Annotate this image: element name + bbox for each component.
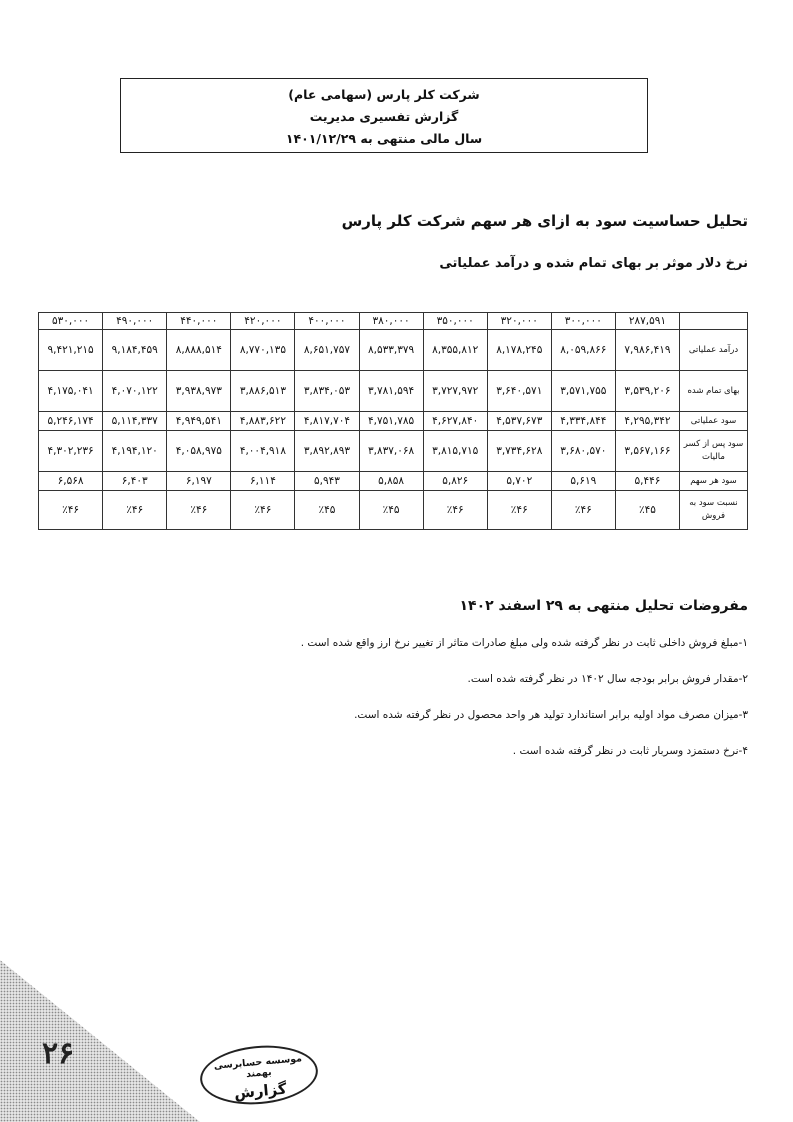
value-cell: ۴,۸۸۳,۶۲۲	[231, 412, 295, 431]
table-row	[39, 371, 748, 412]
stamp-line2: گزارش	[233, 1079, 288, 1103]
rate-header-cell: ۴۲۰,۰۰۰	[231, 313, 295, 330]
value-cell: ٪۴۶	[231, 491, 295, 530]
rate-header-cell: ۴۹۰,۰۰۰	[103, 313, 167, 330]
value-cell: ۸,۰۵۹,۸۶۶	[551, 330, 615, 371]
auditor-stamp	[198, 1041, 321, 1109]
value-cell: ۳,۸۱۵,۷۱۵	[423, 431, 487, 472]
sensitivity-table	[38, 312, 748, 530]
value-cell: ۶,۴۰۳	[103, 472, 167, 491]
value-cell: ۸,۸۸۸,۵۱۴	[167, 330, 231, 371]
value-cell: ۴,۱۹۴,۱۲۰	[103, 431, 167, 472]
value-cell: ٪۴۵	[615, 491, 679, 530]
value-cell: ٪۴۶	[39, 491, 103, 530]
row-label-cell: سود هر سهم	[680, 472, 748, 491]
value-cell: ۵,۲۴۶,۱۷۴	[39, 412, 103, 431]
section-subtitle: نرخ دلار موثر بر بهای تمام شده و درآمد عملیاتی	[439, 256, 748, 271]
table-row	[39, 472, 748, 491]
value-cell: ۴,۶۲۷,۸۴۰	[423, 412, 487, 431]
rate-header-cell: ۳۲۰,۰۰۰	[487, 313, 551, 330]
report-period: سال مالی منتهی به ۱۴۰۱/۱۲/۲۹	[285, 131, 483, 146]
value-cell: ۸,۷۷۰,۱۳۵	[231, 330, 295, 371]
table-row	[39, 412, 748, 431]
assumptions-title: مفروضات تحلیل منتهی به ۲۹ اسفند ۱۴۰۲	[459, 598, 748, 614]
value-cell: ۸,۱۷۸,۲۴۵	[487, 330, 551, 371]
row-label-cell: بهای تمام شده	[680, 371, 748, 412]
page-number: ۲۶	[42, 1036, 75, 1071]
value-cell: ۳,۸۳۴,۰۵۳	[295, 371, 359, 412]
value-cell: ۵,۷۰۲	[487, 472, 551, 491]
value-cell: ۳,۹۳۸,۹۷۳	[167, 371, 231, 412]
value-cell: ۵,۸۵۸	[359, 472, 423, 491]
scan-shadow	[0, 960, 200, 1122]
value-cell: ۵,۶۱۹	[551, 472, 615, 491]
sensitivity-table-body	[39, 313, 748, 530]
value-cell: ۷,۹۸۶,۴۱۹	[615, 330, 679, 371]
rate-header-cell: ۲۸۷,۵۹۱	[615, 313, 679, 330]
value-cell: ۳,۶۴۰,۵۷۱	[487, 371, 551, 412]
row-label-cell: سود پس از کسر مالیات	[680, 431, 748, 472]
value-cell: ۹,۴۲۱,۲۱۵	[39, 330, 103, 371]
value-cell: ۸,۶۵۱,۷۵۷	[295, 330, 359, 371]
value-cell: ٪۴۵	[359, 491, 423, 530]
table-row	[39, 431, 748, 472]
value-cell: ۴,۳۰۲,۲۳۶	[39, 431, 103, 472]
value-cell: ٪۴۶	[423, 491, 487, 530]
assumption-item: ۴-نرخ دستمزد وسربار ثابت در نظر گرفته شده است .	[512, 745, 748, 757]
table-row	[39, 330, 748, 371]
rate-header-cell: ۴۰۰,۰۰۰	[295, 313, 359, 330]
report-title: گزارش تفسیری مدیریت	[309, 109, 459, 124]
value-cell: ۸,۳۵۵,۸۱۲	[423, 330, 487, 371]
value-cell: ۳,۵۶۷,۱۶۶	[615, 431, 679, 472]
value-cell: ۴,۱۷۵,۰۴۱	[39, 371, 103, 412]
report-header	[120, 78, 648, 153]
value-cell: ۳,۸۳۷,۰۶۸	[359, 431, 423, 472]
value-cell: ۳,۷۳۴,۶۲۸	[487, 431, 551, 472]
assumptions-list	[48, 634, 748, 778]
row-label-cell: سود عملیاتی	[680, 412, 748, 431]
value-cell: ۵,۸۲۶	[423, 472, 487, 491]
rate-header-cell: ۳۸۰,۰۰۰	[359, 313, 423, 330]
value-cell: ٪۴۵	[295, 491, 359, 530]
value-cell: ۶,۱۱۴	[231, 472, 295, 491]
value-cell: ۴,۲۹۵,۳۴۲	[615, 412, 679, 431]
value-cell: ۳,۵۳۹,۲۰۶	[615, 371, 679, 412]
value-cell: ۹,۱۸۴,۴۵۹	[103, 330, 167, 371]
value-cell: ٪۴۶	[551, 491, 615, 530]
value-cell: ۳,۶۸۰,۵۷۰	[551, 431, 615, 472]
value-cell: ۴,۰۵۸,۹۷۵	[167, 431, 231, 472]
assumption-item: ۲-مقدار فروش برابر بودجه سال ۱۴۰۲ در نظر گرفته شده است.	[467, 673, 748, 685]
value-cell: ٪۴۶	[103, 491, 167, 530]
header-corner-cell	[680, 313, 748, 330]
value-cell: ۴,۰۷۰,۱۲۲	[103, 371, 167, 412]
value-cell: ۴,۵۳۷,۶۷۳	[487, 412, 551, 431]
value-cell: ۴,۸۱۷,۷۰۴	[295, 412, 359, 431]
value-cell: ٪۴۶	[167, 491, 231, 530]
value-cell: ۴,۰۰۴,۹۱۸	[231, 431, 295, 472]
value-cell: ۵,۱۱۴,۳۳۷	[103, 412, 167, 431]
stamp-line1: موسسه حسابرسی بهمند	[213, 1053, 303, 1081]
value-cell: ٪۴۶	[487, 491, 551, 530]
assumption-item: ۳-میزان مصرف مواد اولیه برابر استاندارد تولید هر واحد محصول در نظر گرفته شده است.	[354, 709, 748, 721]
section-title: تحلیل حساسیت سود به ازای هر سهم شرکت کلر پارس	[341, 212, 748, 230]
value-cell: ۳,۷۸۱,۵۹۴	[359, 371, 423, 412]
value-cell: ۴,۹۴۹,۵۴۱	[167, 412, 231, 431]
value-cell: ۸,۵۳۳,۳۷۹	[359, 330, 423, 371]
company-name: شرکت کلر پارس (سهامی عام)	[288, 87, 480, 102]
table-row	[39, 491, 748, 530]
table-header-row	[39, 313, 748, 330]
row-label-cell: نسبت سود به فروش	[680, 491, 748, 530]
value-cell: ۵,۹۴۳	[295, 472, 359, 491]
rate-header-cell: ۳۵۰,۰۰۰	[423, 313, 487, 330]
value-cell: ۵,۴۴۶	[615, 472, 679, 491]
value-cell: ۳,۷۲۷,۹۷۲	[423, 371, 487, 412]
value-cell: ۶,۱۹۷	[167, 472, 231, 491]
value-cell: ۳,۵۷۱,۷۵۵	[551, 371, 615, 412]
assumption-item: ۱-مبلغ فروش داخلی ثابت در نظر گرفته شده ولی مبلغ صادرات متاثر از تغییر نرخ ارز واقع شده است .	[300, 637, 748, 649]
value-cell: ۶,۵۶۸	[39, 472, 103, 491]
rate-header-cell: ۵۳۰,۰۰۰	[39, 313, 103, 330]
value-cell: ۳,۸۹۲,۸۹۳	[295, 431, 359, 472]
rate-header-cell: ۴۴۰,۰۰۰	[167, 313, 231, 330]
row-label-cell: درآمد عملیاتی	[680, 330, 748, 371]
value-cell: ۳,۸۸۶,۵۱۳	[231, 371, 295, 412]
rate-header-cell: ۳۰۰,۰۰۰	[551, 313, 615, 330]
value-cell: ۴,۷۵۱,۷۸۵	[359, 412, 423, 431]
value-cell: ۴,۳۳۴,۸۴۴	[551, 412, 615, 431]
